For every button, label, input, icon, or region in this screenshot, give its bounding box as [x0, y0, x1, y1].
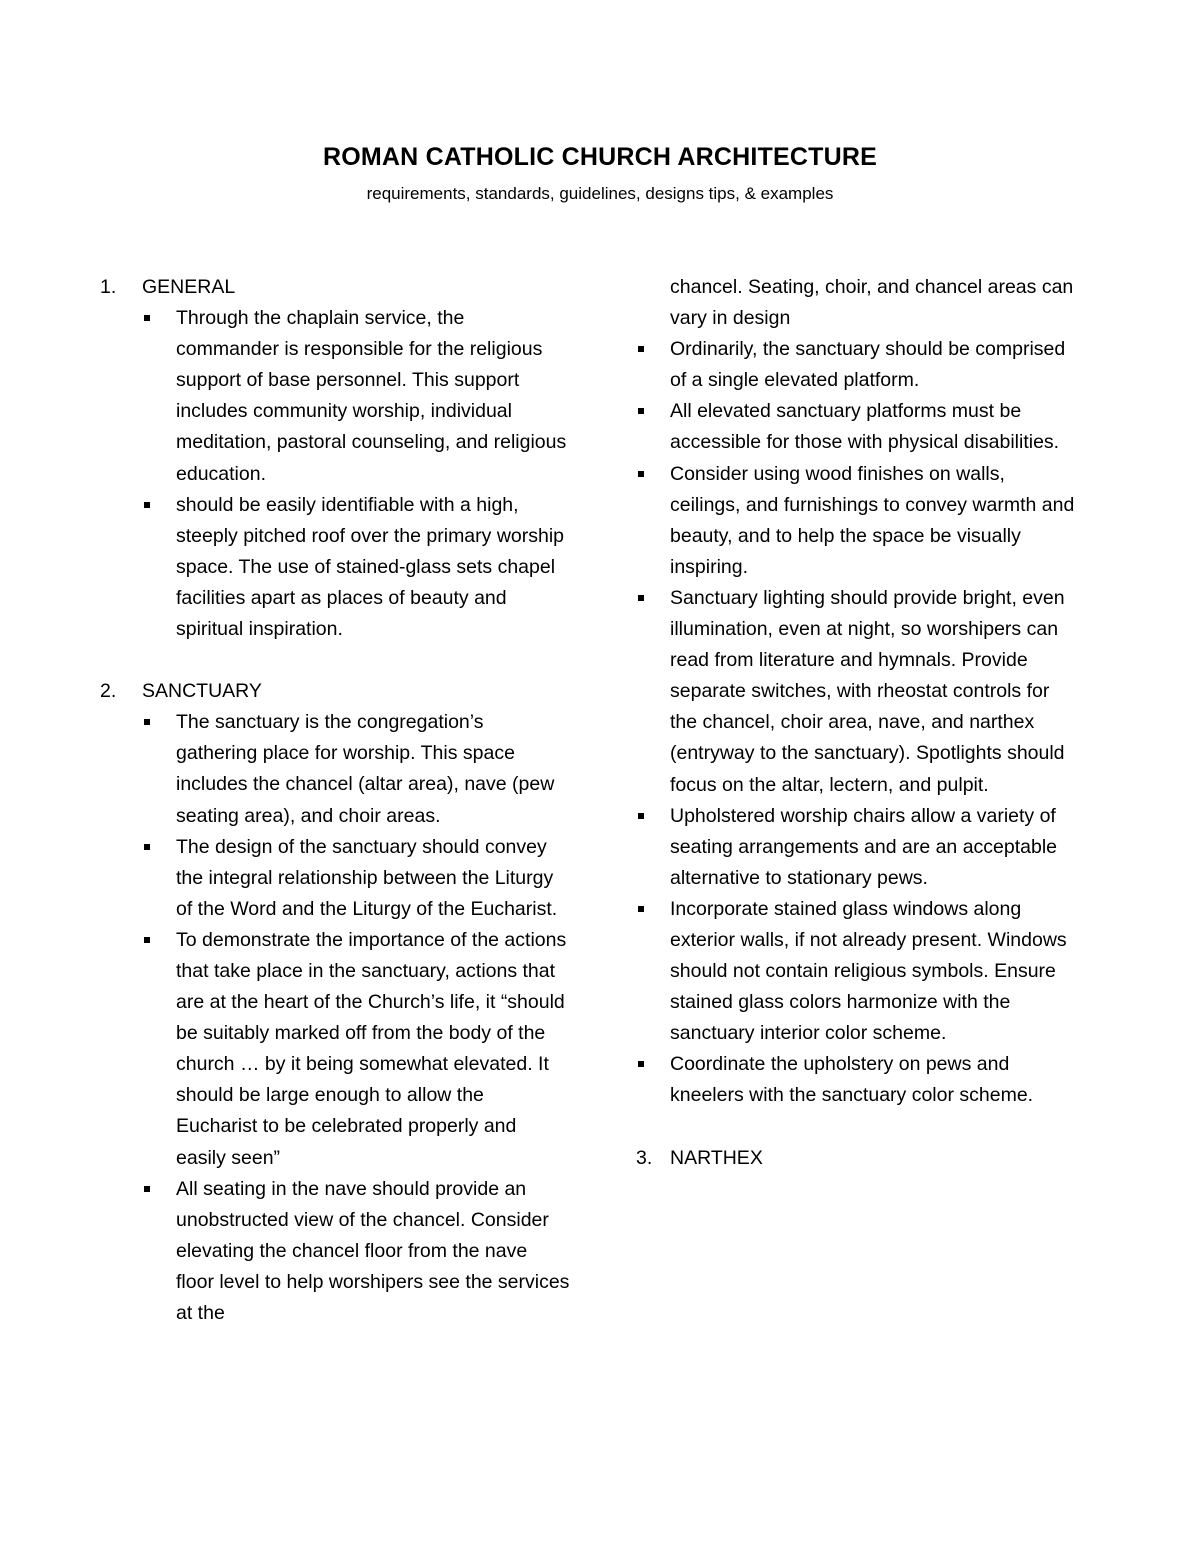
square-bullet-icon: [144, 937, 150, 943]
list-item-text: The sanctuary is the congregation’s gathering place for worship. This space includes the chancel (altar area), nave (pew seating area), and choir areas.: [176, 711, 555, 827]
section-general-heading: [100, 272, 570, 303]
general-bullet-list: [100, 303, 570, 645]
square-bullet-icon: [144, 844, 150, 850]
list-item: [100, 707, 570, 831]
list-item: [636, 459, 1076, 583]
sanctuary-bullet-list-continued: [636, 334, 1076, 1111]
square-bullet-icon: [638, 1061, 644, 1067]
list-item-text: Consider using wood finishes on walls, ceilings, and furnishings to convey warmth and beauty, and to help the space be visually inspiring.: [670, 462, 1075, 578]
list-item: [100, 925, 570, 1174]
section-number: 1.: [100, 276, 117, 298]
list-item: [100, 832, 570, 925]
section-sanctuary-heading: [100, 676, 570, 707]
section-title: SANCTUARY: [142, 680, 262, 703]
right-column: [636, 272, 1076, 1174]
square-bullet-icon: [638, 408, 644, 414]
list-item: [636, 583, 1076, 801]
list-item-text: should be easily identifiable with a high, steeply pitched roof over the primary worship space. The use of stained-glass sets chapel facilities apart as places of beauty and spiritual inspiration.: [176, 493, 565, 641]
section-number: 3.: [636, 1146, 653, 1169]
square-bullet-icon: [144, 1186, 150, 1192]
square-bullet-icon: [144, 315, 150, 321]
page-title: ROMAN CATHOLIC CHURCH ARCHITECTURE: [323, 143, 877, 171]
list-item: [100, 490, 570, 645]
list-item: [636, 801, 1076, 894]
square-bullet-icon: [638, 595, 644, 601]
left-column: [100, 272, 570, 1329]
list-item: [636, 396, 1076, 458]
square-bullet-icon: [144, 719, 150, 725]
list-item: [100, 1174, 570, 1329]
list-item-text: Through the chaplain service, the commander is responsible for the religious support of base personnel. This support includes community worship, individual meditation, pastoral counseling, and religious education.: [176, 307, 567, 485]
square-bullet-icon: [638, 906, 644, 912]
square-bullet-icon: [638, 471, 644, 477]
list-item-text: All elevated sanctuary platforms must be accessible for those with physical disabilities.: [670, 400, 1060, 454]
square-bullet-icon: [638, 813, 644, 819]
list-item: [636, 334, 1076, 396]
list-item-text: Ordinarily, the sanctuary should be comprised of a single elevated platform.: [670, 338, 1066, 392]
section-number: 2.: [100, 680, 117, 703]
list-item: [636, 1049, 1076, 1111]
list-item-text: Sanctuary lighting should provide bright, even illumination, even at night, so worshipers can read from literature and hymnals. Provide separate switches, with rheostat controls for the chancel, choir area, nave, and narthex (entryway to the sanctuary). Spotlights should focus on the altar, lectern, and pulpit.: [670, 586, 1065, 796]
page-subtitle: requirements, standards, guidelines, designs tips, & examples: [366, 184, 834, 203]
square-bullet-icon: [638, 346, 644, 352]
list-item-text: Incorporate stained glass windows along exterior walls, if not already present. Windows should not contain religious symbols. Ensure stained glass colors harmonize with the sanctuary interior color scheme.: [670, 897, 1067, 1045]
section-title: NARTHEX: [670, 1146, 763, 1169]
section-narthex-heading: [636, 1143, 1076, 1174]
list-item-text: All seating in the nave should provide an unobstructed view of the chancel. Consider elevating the chancel floor from the nave floor level to help worshipers see the services at the: [176, 1177, 570, 1324]
list-item: [636, 894, 1076, 1049]
list-item-text: Upholstered worship chairs allow a variety of seating arrangements and are an acceptable alternative to stationary pews.: [670, 804, 1058, 889]
list-item: [100, 303, 570, 490]
list-item-text: The design of the sanctuary should convey the integral relationship between the Liturgy of the Word and the Liturgy of the Eucharist.: [176, 835, 558, 920]
section-title: GENERAL: [142, 276, 236, 298]
list-item-text: Coordinate the upholstery on pews and kneelers with the sanctuary color scheme.: [670, 1053, 1034, 1107]
continued-text: chancel. Seating, choir, and chancel areas can vary in design: [670, 276, 1074, 330]
sanctuary-bullet-list: [100, 707, 570, 1329]
square-bullet-icon: [144, 502, 150, 508]
list-item-text: To demonstrate the importance of the actions that take place in the sanctuary, actions that are at the heart of the Church’s life, it “should be suitably marked off from the body of the church … by it being somewhat elevated. It should be large enough to allow the Eucharist to be celebrated properly and easily seen”: [176, 928, 567, 1169]
